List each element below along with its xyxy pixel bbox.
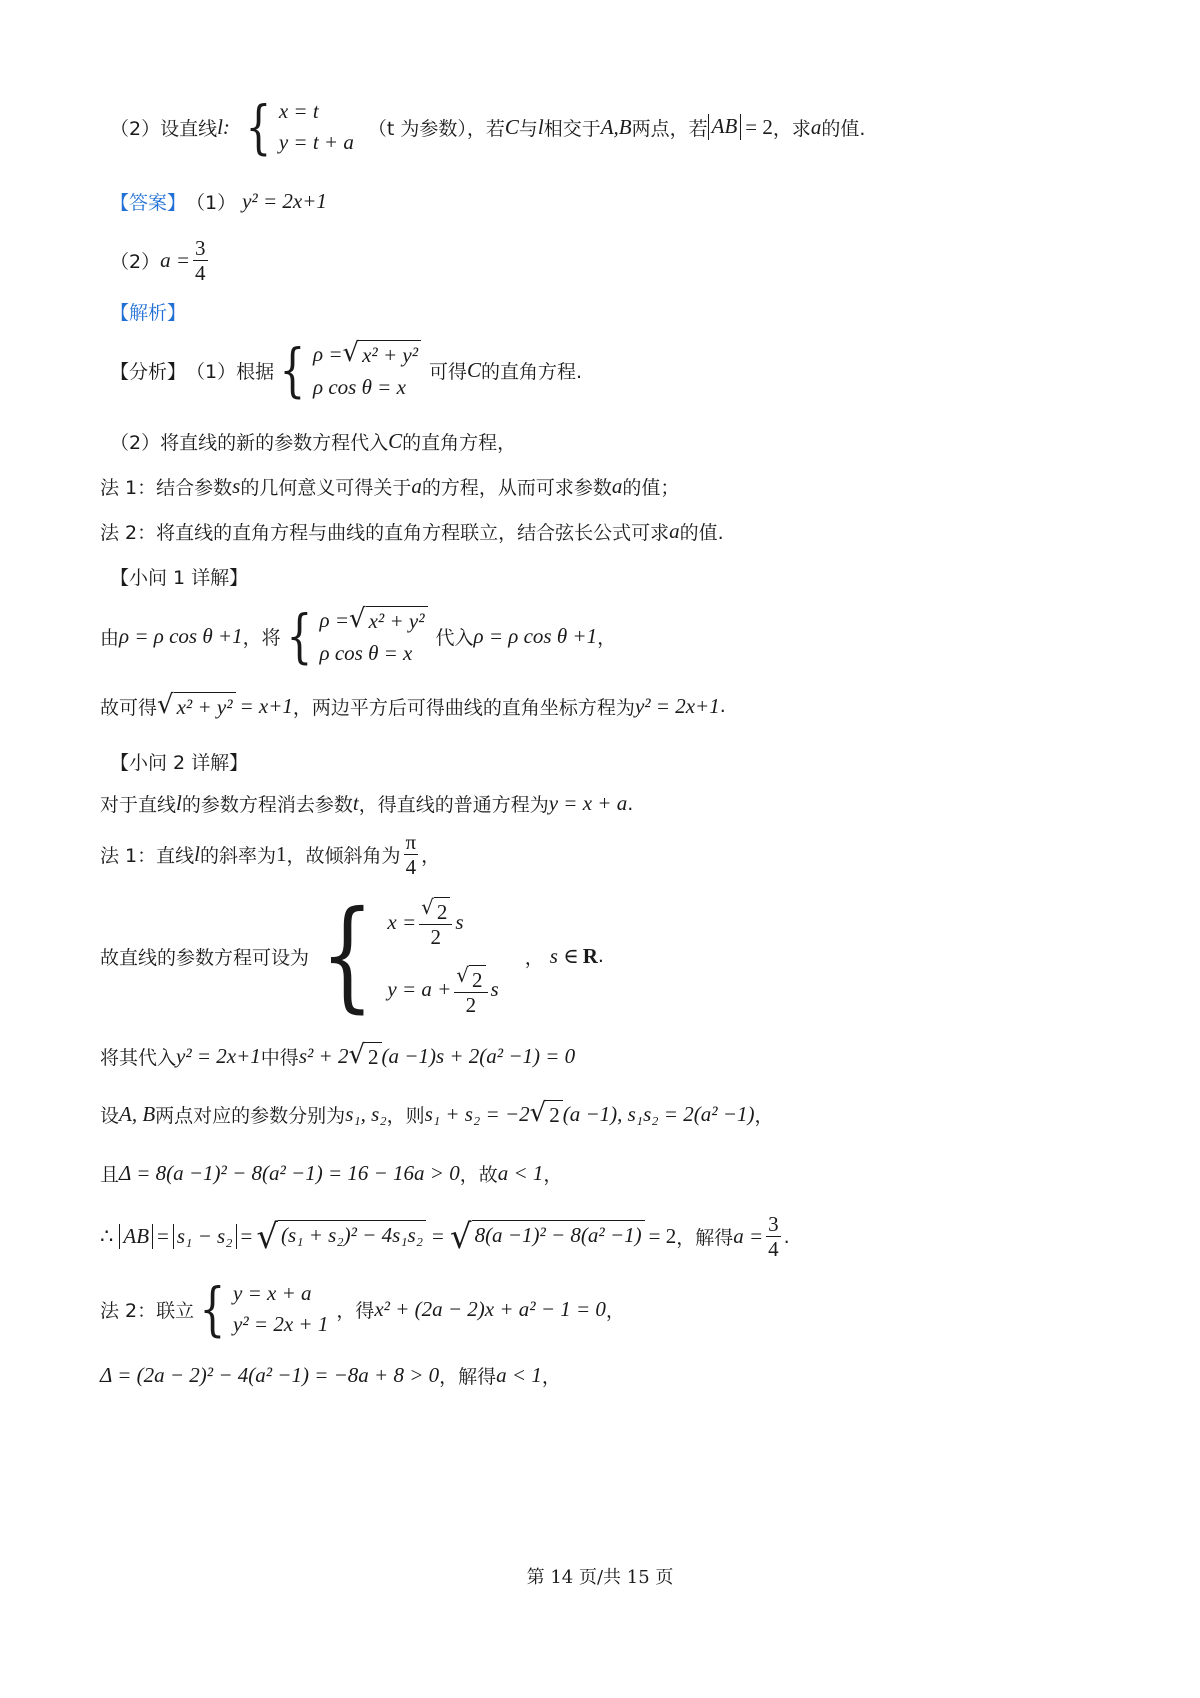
analysis-tag-line (110, 298, 186, 325)
sub2-param-sR: s ∈ (549, 943, 579, 968)
sub1-l2-rad: x² + y² (174, 692, 236, 720)
sub2-fa2-line (100, 1275, 625, 1343)
answer-p1-label: （1） (186, 192, 237, 214)
fenxi-system: { ρ = √ x² + y² ρ cos θ = x (274, 340, 421, 400)
sub2-delta-a: 且 (100, 1164, 120, 1186)
sub1-line-1 (100, 602, 617, 670)
sub2-param-rad2: 2 (469, 965, 486, 992)
answer-tag: 【答案】 (110, 192, 187, 214)
sub2-l1-eq: y = x + a (548, 791, 628, 815)
sub2-ab-rad1: (s₁ + s₂)² − 4s₁s₂ (278, 1220, 426, 1254)
sub2-param-s2: s (490, 977, 499, 1002)
fenxi-line2-end: 的直角方程， (402, 432, 517, 454)
sub2-fa1-num: π (405, 830, 417, 854)
sub2-fa1-1: 1 (276, 842, 287, 867)
page-footer: 第 14 页/共 15 页 (526, 1567, 674, 1588)
sub1-l2-end: . (719, 695, 726, 717)
sub2-roots-sqrt: √ 2 (530, 1100, 563, 1128)
sub2-d2-eq: Δ = (2a − 2)² − 4(a² −1) = −8a + 8 > 0 (100, 1363, 440, 1387)
sub2-sub-expr-a: s² + 2 (298, 1043, 349, 1068)
fenxi-fa2-a: 法 2：将直线的直角方程与曲线的直角方程联立，结合弦长公式可求 (100, 522, 670, 544)
q2-a: a (810, 114, 822, 139)
fenxi-fa2-end: 的值. (679, 522, 724, 544)
fenxi-text3: 的直角方程. (481, 360, 583, 383)
q2-l2: l (537, 114, 544, 139)
q2-C: C (504, 114, 519, 139)
sub2-param-rad1: 2 (434, 897, 451, 924)
sub2-param-frac2: √ 2 2 (454, 963, 487, 1017)
sub2-param-line (100, 886, 604, 1025)
sub2-ab-eq3: = (432, 1224, 444, 1249)
sub2-fa1-line (100, 830, 440, 879)
answer-p2-lhs: a = (160, 248, 191, 273)
sub2-fa1-frac (404, 830, 419, 879)
fenxi-fa1-a: 法 1：结合参数 (100, 477, 233, 499)
fenxi-fa1-b: 的几何意义可得关于 (240, 477, 412, 499)
sub2-ab-abs2: s₁ − s₂ (173, 1224, 237, 1249)
sub2-d2-end: ， (541, 1366, 561, 1388)
fenxi-fa1 (100, 473, 679, 500)
sub2-roots-s: s₁, s₂ (345, 1101, 387, 1126)
fenxi-fa2 (100, 518, 724, 545)
sub1-l2-res: y² = 2x+1 (634, 693, 720, 718)
sub1-line-2 (100, 692, 726, 720)
fenxi-line-1 (110, 336, 583, 404)
sub2-ab-abs1: AB (119, 1224, 153, 1249)
sub1-row1-lhs: ρ = (319, 607, 350, 632)
sub2-roots-end: ， (754, 1104, 774, 1127)
sub2-l1-b: 的参数方程消去参数 (181, 794, 353, 816)
sub2-d2-res: a < 1 (496, 1363, 542, 1387)
sub1-l2-eq: = x+1 (239, 693, 293, 718)
sub2-sub-expr-b: (a −1)s + 2(a² −1) = 0 (381, 1043, 576, 1068)
fenxi-sqrt: √ x² + y² (343, 340, 421, 368)
sub2-sub-rad: 2 (365, 1042, 382, 1070)
sub2-delta-b: ，故 (459, 1164, 498, 1186)
sub2-fa2-b: ，得 (336, 1299, 375, 1322)
q2-abs-AB: AB (708, 114, 742, 139)
sub2-l1-end: . (627, 792, 634, 815)
q2-text-c: 相交于 (543, 117, 601, 140)
fenxi-text1: （1）根据 (186, 360, 275, 383)
sub2-tag-line (110, 748, 248, 775)
sub2-line-1 (100, 790, 633, 817)
sub2-param-end: . (597, 945, 604, 967)
sub1-l1-a: 由 (100, 626, 120, 649)
sub2-fa2-system: { y = x + a y² = 2x + 1 (199, 1275, 329, 1343)
sub2-param-R: R (582, 943, 598, 968)
fenxi-fa1-c: 的方程，从而可求参数 (421, 477, 612, 499)
sub1-system: { ρ = √ x² + y² ρ cos θ = x (281, 606, 428, 666)
sub1-l1-c: 代入 (435, 626, 474, 649)
sub2-l1-l: l (176, 791, 182, 815)
sub2-delta-eq: Δ = 8(a −1)² − 8(a² −1) = 16 − 16a > 0 (119, 1161, 460, 1185)
sub2-l1-c: ，得直线的普通方程为 (358, 794, 549, 816)
q2-system: { x = t y = t + a (245, 93, 354, 161)
sub2-param-tail: ， (524, 946, 544, 969)
sub2-ab-eq1: = (157, 1224, 169, 1249)
sub2-fa2-end: ， (605, 1299, 625, 1322)
sub2-param-a: 故直线的参数方程可设为 (100, 946, 310, 969)
q2-prefix: （2）设直线 (110, 117, 218, 140)
sub2-roots-sum2: (a −1), s₁s₂ = 2(a² −1) (562, 1101, 755, 1126)
fenxi-row1-rad: x² + y² (359, 340, 421, 368)
sub2-ab-sqrt1: √ (s₁ + s₂)² − 4s₁s₂ (256, 1220, 426, 1254)
sub1-sqrt: √ x² + y² (349, 606, 427, 634)
sub2-param-y: y = a + (387, 977, 452, 1002)
sub2-l1-t: t (352, 791, 359, 815)
answer-p2-den: 4 (195, 261, 206, 286)
fenxi-fa1-d: 的值； (622, 477, 680, 499)
sub2-ab-lhs: a = (733, 1224, 764, 1249)
fenxi-line-2 (110, 428, 516, 455)
fenxi-C: C (467, 357, 482, 382)
sub2-tag: 【小问 2 详解】 (110, 752, 249, 774)
sub2-ab-end: . (783, 1225, 790, 1248)
q2-text-a: （t 为参数），若 (367, 117, 505, 140)
fenxi-fa1-a2: a (611, 474, 623, 498)
sub2-ab-eq2: = (240, 1224, 253, 1249)
fenxi-line2-C: C (388, 429, 403, 453)
fenxi-fa1-a1: a (411, 474, 422, 498)
sub2-ab-eq4: = 2 (648, 1224, 677, 1249)
sub2-roots-rad: 2 (546, 1100, 563, 1128)
q2-sys-row2: y = t + a (278, 130, 354, 154)
sub2-ab-therefore: ∴ (100, 1224, 114, 1249)
sub2-fa1-l: l (194, 842, 200, 867)
sub2-sub-a: 将其代入 (100, 1046, 177, 1069)
sub2-sub-eq: y² = 2x+1 (176, 1043, 261, 1068)
answer-line-2 (110, 236, 211, 285)
sub2-ab-num: 3 (768, 1212, 779, 1236)
sub1-row2: ρ cos θ = x (319, 641, 413, 665)
sub2-ab-den: 4 (768, 1237, 779, 1262)
answer-p2-label: （2） (110, 251, 161, 274)
answer-p1-expr: y² = 2x+1 (242, 189, 327, 213)
sub2-delta-end: ， (543, 1164, 563, 1186)
sub2-delta-line (100, 1160, 562, 1187)
sub1-row1-rad: x² + y² (366, 606, 428, 634)
sub2-fa1-end: ， (421, 845, 441, 868)
sub2-param-x: x = (387, 909, 417, 934)
fenxi-fa1-s: s (232, 474, 241, 498)
sub1-l2-a: 故可得 (100, 696, 158, 719)
sub2-fa2-r1: y = x + a (233, 1281, 312, 1305)
sub2-roots-AB: A, B (119, 1101, 156, 1126)
answer-p2-num: 3 (195, 236, 206, 260)
sub2-roots-a: 设 (100, 1104, 120, 1127)
sub1-l1-eq2: ρ = ρ cos θ +1 (473, 623, 598, 648)
sub2-d2-b: ，解得 (439, 1366, 497, 1388)
sub1-tag-line (110, 563, 248, 590)
sub2-roots-b: 两点对应的参数分别为 (155, 1104, 346, 1127)
q2-text-d: 两点，若 (631, 117, 708, 140)
sub2-fa2-a: 法 2：联立 (100, 1299, 195, 1322)
fenxi-text2: 可得 (429, 360, 468, 383)
sub1-l1-eq: ρ = ρ cos θ +1 (119, 623, 243, 648)
sub1-tag: 【小问 1 详解】 (110, 567, 249, 589)
sub2-param-system: { x = √ 2 2 s y = a + √ 2 2 s (320, 886, 499, 1025)
sub2-param-s1: s (455, 909, 464, 934)
q2-l: l: (217, 114, 230, 139)
fenxi-row1-lhs: ρ = (313, 341, 343, 366)
sub2-delta-res: a < 1 (497, 1161, 544, 1185)
q2-sys-row1: x = t (278, 99, 319, 123)
fenxi-row2: ρ cos θ = x (313, 375, 406, 399)
fenxi-tag: 【分析】 (110, 360, 187, 383)
sub1-l2-sqrt: √ x² + y² (157, 692, 235, 720)
sub2-param-den1: 2 (430, 925, 441, 950)
sub2-ab-line (100, 1212, 790, 1261)
sub2-ab-frac (766, 1212, 781, 1261)
sub2-delta2-line (100, 1362, 561, 1389)
sub1-l1-b: ，将 (242, 626, 281, 649)
sub2-ab-b: ，解得 (676, 1227, 734, 1250)
q2-AB-points: A,B (600, 114, 632, 139)
sub2-fa1-b: 的斜率为 (199, 845, 276, 868)
answer-line-1 (110, 188, 327, 215)
sub1-l1-d: ， (597, 626, 617, 649)
sub2-roots-sum: s₁ + s₂ = −2 (424, 1101, 530, 1126)
sub2-fa1-c: ，故倾斜角为 (286, 845, 401, 868)
sub2-roots-line (100, 1100, 773, 1128)
q2-text-b: 与 (518, 117, 538, 140)
q2-text-e: ，求 (772, 117, 811, 140)
analysis-tag: 【解析】 (110, 302, 187, 324)
sub2-subst-line (100, 1042, 575, 1070)
sub2-fa1-a: 法 1：直线 (100, 845, 195, 868)
sub2-l1-a: 对于直线 (100, 794, 177, 816)
answer-p2-frac (193, 236, 208, 285)
sub2-fa2-r2: y² = 2x + 1 (233, 1312, 329, 1336)
fenxi-line2: （2）将直线的新的参数方程代入 (110, 432, 389, 454)
question-2 (110, 93, 866, 161)
sub2-ab-rad2: 8(a −1)² − 8(a² −1) (472, 1220, 645, 1254)
sub2-param-den2: 2 (465, 992, 477, 1017)
sub2-fa2-eq: x² + (2a − 2)x + a² − 1 = 0 (374, 1296, 606, 1321)
sub2-roots-c: ，则 (386, 1104, 425, 1127)
fenxi-fa2-a1: a (669, 519, 680, 543)
q2-eq: = 2 (745, 114, 773, 139)
sub2-ab-sqrt2: √ 8(a −1)² − 8(a² −1) (450, 1220, 645, 1254)
q2-text-f: 的值. (821, 117, 866, 140)
sub2-sub-sqrt: √ 2 (348, 1042, 381, 1070)
sub2-param-frac1: √ 2 2 (419, 895, 452, 949)
sub2-fa1-den: 4 (405, 855, 417, 880)
sub2-sub-b: 中得 (260, 1046, 299, 1069)
sub1-l2-b: ，两边平方后可得曲线的直角坐标方程为 (292, 696, 635, 719)
